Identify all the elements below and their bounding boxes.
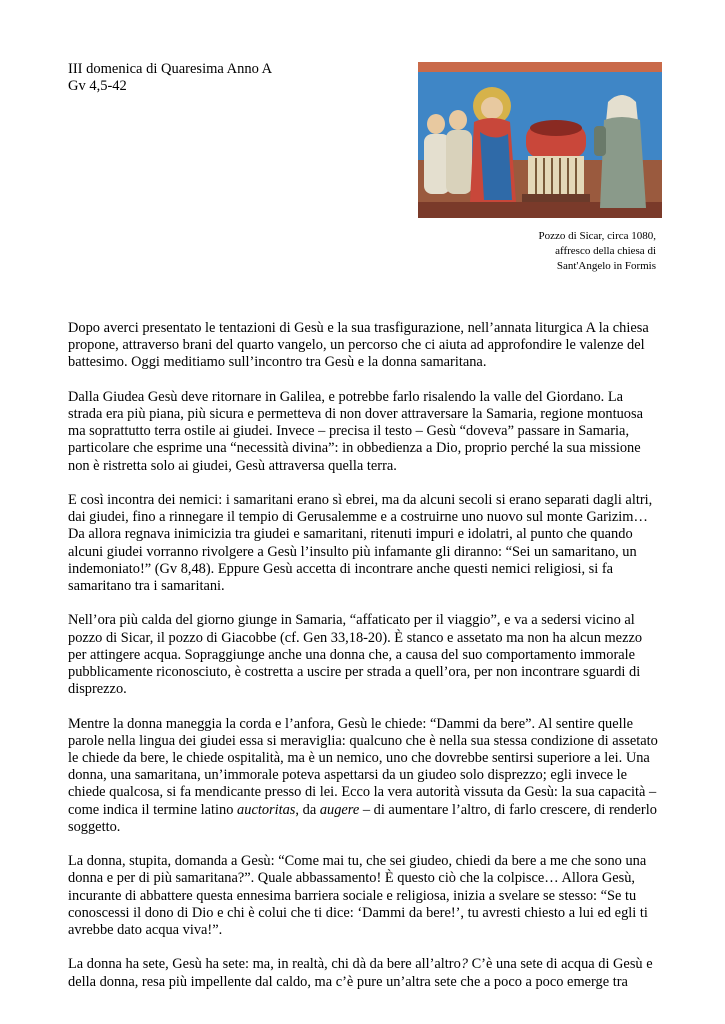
paragraph-thirst <box>68 956 658 990</box>
latin-term: auctoritas <box>237 801 296 818</box>
paragraph-well-of-sicar: Nell’ora più calda del giorno giunge in Samaria, “affaticato per il viaggio”, e va a sedersi vicino al pozzo di Sicar, il pozzo di Giacobbe (cf. Gen 33,18-20). È stanco e assetato ma non ha alcun mezzo per attingere acqua. Sopraggiunge anche una donna che, a causa del suo comportamento immorale pubblicamente riconosciuto, è costretta a uscire per strada a quell’ora, per non incontrare sguardi di disprezzo. <box>68 612 643 698</box>
paragraph-samaria-journey: Dalla Giudea Gesù deve ritornare in Galilea, e potrebbe farlo risalendo la valle del Giordano. La strada era più piana, più sicura e permetteva di non dover attraversare la Samaria, regione montuosa ma soprattutto terra ostile ai giudei. Invece – precisa il testo – Gesù “doveva” passare in Samaria, particolare che esprime una “necessità divina”: in obbedienza a Dio, proprio perché la sua missione non è ristretta solo ai giudei, Gesù attraversa quella terra. <box>68 388 643 474</box>
liturgical-day-title: III domenica di Quaresima Anno A <box>68 61 273 77</box>
text-run: La donna ha sete, Gesù ha sete: ma, in realtà, chi dà da bere all’altro <box>68 956 461 973</box>
caption-line: Pozzo di Sicar, circa 1080, <box>538 230 656 242</box>
paragraph-give-me-drink <box>68 716 658 836</box>
caption-line: Sant'Angelo in Formis <box>556 260 656 272</box>
italic-question-mark: ? <box>460 956 468 973</box>
fresco-image <box>418 62 662 218</box>
fresco-illustration <box>418 62 662 218</box>
text-run: Mentre la donna maneggia la corda e l’anfora, Gesù le chiede: “Dammi da bere”. Al sentire quelle parole nella lingua dei giudei essa si meraviglia: qualcuno che è nella sua stessa condizione di assetato le chiede da bere, le chiede ospitalità, ma è un nemico, uno che dovrebbe sentirsi superiore a lei. Una donna, una samaritana, un’immorale poteva aspettarsi da un giudeo solo disprezzo; egli invece le chiede qualcosa, si fa mendicante presso di lei. Ecco la vera autorità vissuta da Gesù: la sua capacità – come indica il termine latino <box>68 715 658 818</box>
latin-term: augere <box>319 801 360 818</box>
text-run: , da <box>295 801 320 818</box>
homily-text <box>68 320 658 1008</box>
paragraph-enemies: E così incontra dei nemici: i samaritani erano sì ebrei, ma da alcuni secoli si erano separati dagli altri, dai giudei, fino a rinnegare il tempio di Gerusalemme e a costruirne uno nuovo sul monte Garizim… Da allora regnava inimicizia tra giudei e samaritani, ritenuti impuri e idolatri, al punto che quando alcuni giudei vorranno rivolgere a Gesù l’insulto più infamante gli diranno: “Sei un samaritano, un indemoniato!” (Gv 8,48). Eppure Gesù accetta di incontrare anche questi nemici religiosi, si fa samaritano tra i samaritani. <box>68 492 653 595</box>
gospel-reference: Gv 4,5-42 <box>68 78 127 94</box>
paragraph-intro: Dopo averci presentato le tentazioni di Gesù e la sua trasfigurazione, nell’annata liturgica A la chiesa propone, attraverso brani del quarto vangelo, un percorso che ci aiuta ad approfondire le valenze del battesimo. Oggi meditiamo sull’incontro tra Gesù e la donna samaritana. <box>68 320 649 371</box>
text-run: C’è una sete di acqua di Gesù e della donna, resa più impellente dal caldo, ma c’è pure un’altra sete che a poco a poco emerge tra <box>68 956 653 990</box>
paragraph-living-water: La donna, stupita, domanda a Gesù: “Come mai tu, che sei giudeo, chiedi da bere a me che sono una donna e per di più samaritana?”. Quale abbassamento! È questo ciò che la colpisce… Allora Gesù, incurante di abbattere questa ennesima barriera sociale e religiosa, inizia a svelare se stesso: “Se tu conoscessi il dono di Dio e chi è colui che ti dice: ‘Dammi da bere!’, tu avresti chiesto a lui ed egli ti avrebbe dato acqua viva!”. <box>68 853 648 939</box>
text-run: – di aumentare l’altro, di farlo crescere, di renderlo soggetto. <box>68 801 657 835</box>
caption-line: affresco della chiesa di <box>555 245 656 257</box>
figure-caption <box>440 229 656 274</box>
document-header <box>68 61 272 95</box>
